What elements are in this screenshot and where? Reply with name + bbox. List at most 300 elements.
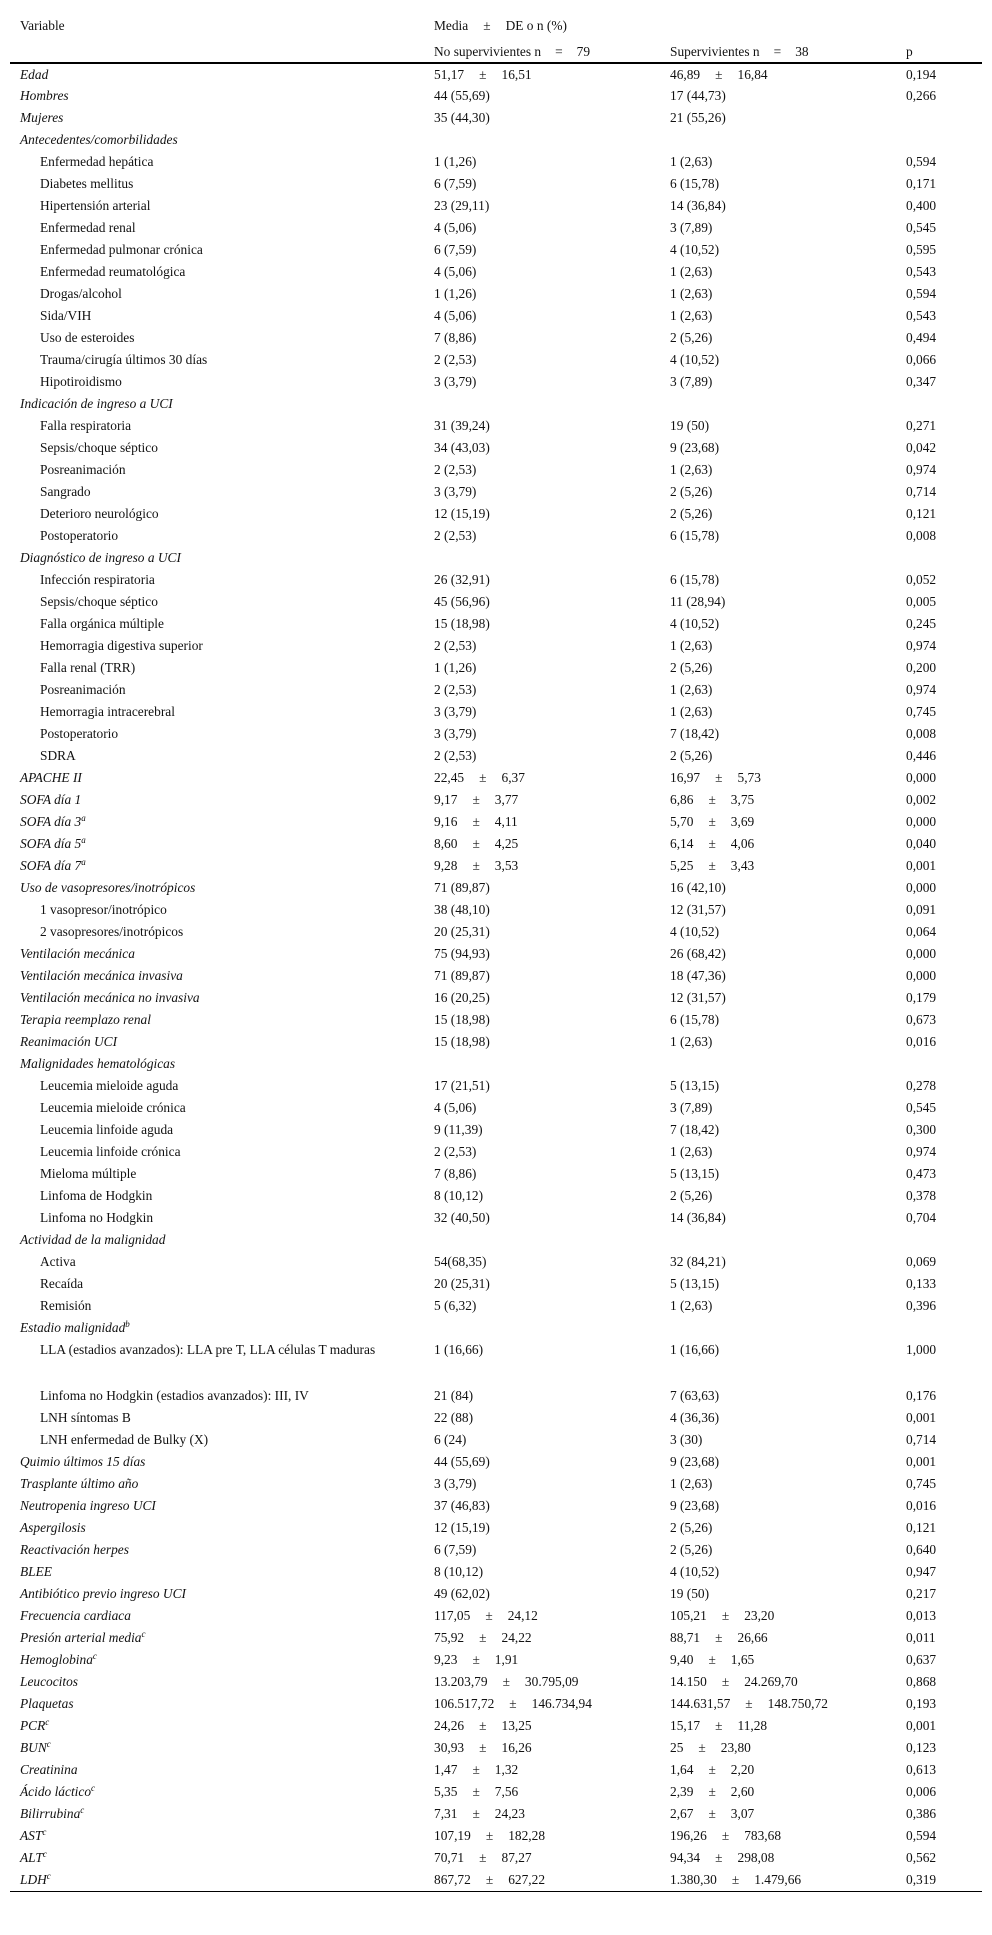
non-survivors-value: 4 (5,06): [434, 264, 477, 279]
header-non-survivors: No supervivientes n = 79: [434, 38, 670, 63]
p-value: 0,640: [906, 1542, 937, 1557]
footnote-mark: c: [92, 1651, 97, 1661]
survivors-value: 9 (23,68): [670, 440, 720, 455]
survivors-value: 26 (68,42): [670, 946, 726, 961]
variable-label: Quimio últimos 15 días: [20, 1454, 146, 1469]
table-row: [10, 1561, 982, 1583]
plus-minus: ±: [479, 1718, 487, 1733]
non-survivors-value: 51,17 ± 16,51: [434, 67, 532, 82]
survivors-value: 5 (13,15): [670, 1276, 720, 1291]
p-value: 0,123: [906, 1740, 937, 1755]
non-survivors-value: 9,16 ± 4,11: [434, 814, 518, 829]
non-survivors-value: 3 (3,79): [434, 1476, 477, 1491]
row-variable: [10, 1185, 434, 1207]
variable-label: Linfoma de Hodgkin: [40, 1188, 153, 1203]
survivors-value: 18 (47,36): [670, 968, 726, 983]
row-variable: [10, 723, 434, 745]
row-variable: [10, 1339, 434, 1385]
variable-label: Uso de esteroides: [40, 330, 135, 345]
survivors-value: 1 (2,63): [670, 1476, 713, 1491]
survivors-value: 2 (5,26): [670, 1542, 713, 1557]
table-row: [10, 1693, 982, 1715]
p-value: 0,000: [906, 968, 937, 983]
plus-minus: ±: [708, 1762, 716, 1777]
table-row: [10, 173, 982, 195]
survivors-value: 5 (13,15): [670, 1078, 720, 1093]
table-row: [10, 701, 982, 723]
p-value: 0,005: [906, 594, 937, 609]
row-variable: [10, 1429, 434, 1451]
non-survivors-value: 9,28 ± 3,53: [434, 858, 519, 873]
row-variable: [10, 1627, 434, 1649]
p-value: 0,545: [906, 1100, 937, 1115]
survivors-value: 14 (36,84): [670, 198, 726, 213]
survivors-value: 4 (10,52): [670, 352, 720, 367]
variable-label: Infección respiratoria: [40, 572, 155, 587]
p-value: 0,868: [906, 1674, 937, 1689]
p-value: 0,473: [906, 1166, 937, 1181]
table-row: [10, 1339, 982, 1385]
survivors-value: 32 (84,21): [670, 1254, 726, 1269]
non-survivors-value: 7 (8,86): [434, 1166, 477, 1181]
survivors-value: 6 (15,78): [670, 528, 720, 543]
non-survivors-value: 867,72 ± 627,22: [434, 1869, 670, 1891]
row-variable: [10, 987, 434, 1009]
table-row: [10, 1627, 982, 1649]
table-row: [10, 657, 982, 679]
p-value: 0,594: [906, 286, 937, 301]
row-variable: [10, 393, 434, 415]
row-variable: [10, 349, 434, 371]
table-row: [10, 1781, 982, 1803]
row-variable: [10, 899, 434, 921]
table-row: [10, 855, 982, 877]
non-survivors-value: 3 (3,79): [434, 704, 477, 719]
p-value: 0,064: [906, 924, 937, 939]
non-survivors-value: 6 (7,59): [434, 242, 477, 257]
row-variable: [10, 1869, 434, 1891]
non-survivors-value: 7 (8,86): [434, 330, 477, 345]
row-variable: [10, 1759, 434, 1781]
p-value: 0,562: [906, 1850, 937, 1865]
p-value: 0,396: [906, 1298, 937, 1313]
table-row: [10, 195, 982, 217]
footnote-mark: a: [81, 835, 86, 845]
p-value: 0,974: [906, 638, 937, 653]
p-value: 0,000: [906, 946, 937, 961]
table-row: [10, 1825, 982, 1847]
row-variable: [10, 1317, 434, 1339]
row-variable: [10, 481, 434, 503]
survivors-value: 5,25 ± 3,43: [670, 858, 755, 873]
plus-minus: ±: [715, 770, 723, 785]
row-variable: [10, 1273, 434, 1295]
non-survivors-value: 1 (1,26): [434, 660, 477, 675]
non-survivors-value: 75,92 ± 24,22: [434, 1630, 532, 1645]
non-survivors-value: 17 (21,51): [434, 1078, 490, 1093]
variable-label: Hemoglobina: [20, 1652, 93, 1667]
row-variable: [10, 1031, 434, 1053]
survivors-value: [670, 1317, 906, 1339]
table-row: [10, 921, 982, 943]
non-survivors-value: 54(68,35): [434, 1254, 487, 1269]
p-value: [906, 129, 982, 151]
variable-label: Falla orgánica múltiple: [40, 616, 164, 631]
footnote-mark: b: [125, 1319, 130, 1329]
plus-minus: ±: [479, 1850, 487, 1865]
variable-label: 1 vasopresor/inotrópico: [40, 902, 167, 917]
row-variable: [10, 613, 434, 635]
non-survivors-value: 20 (25,31): [434, 924, 490, 939]
survivors-value: [670, 547, 906, 569]
non-survivors-value: 2 (2,53): [434, 462, 477, 477]
p-value: 0,245: [906, 616, 937, 631]
p-value: 0,594: [906, 154, 937, 169]
non-survivors-value: 12 (15,19): [434, 1520, 490, 1535]
survivors-value: 9 (23,68): [670, 1498, 720, 1513]
p-value: 0,008: [906, 528, 937, 543]
row-variable: [10, 1009, 434, 1031]
p-value: 0,595: [906, 242, 937, 257]
non-survivors-value: 7,31 ± 24,23: [434, 1806, 525, 1821]
table-row: [10, 1517, 982, 1539]
plus-minus: ±: [708, 814, 716, 829]
table-row: [10, 1715, 982, 1737]
row-variable: [10, 1385, 434, 1407]
plus-minus: ±: [472, 836, 480, 851]
variable-label: Leucemia mieloide crónica: [40, 1100, 186, 1115]
plus-minus: ±: [472, 858, 480, 873]
plus-minus: ±: [715, 67, 723, 82]
non-survivors-value: 31 (39,24): [434, 418, 490, 433]
variable-label: LLA (estadios avanzados): LLA pre T, LLA células T maduras: [40, 1342, 376, 1357]
plus-minus: ±: [509, 1696, 517, 1711]
table-row: [10, 371, 982, 393]
table-row: [10, 63, 982, 85]
table-row: [10, 877, 982, 899]
variable-label: Hemorragia digestiva superior: [40, 638, 203, 653]
non-survivors-value: 34 (43,03): [434, 440, 490, 455]
header-stat-mean: Media: [434, 18, 469, 33]
table-row: [10, 1605, 982, 1627]
survivors-value: 16,97 ± 5,73: [670, 770, 761, 785]
row-variable: [10, 1141, 434, 1163]
survivors-value: 4 (10,52): [670, 616, 720, 631]
p-value: 0,217: [906, 1586, 937, 1601]
survivors-value: 1 (2,63): [670, 704, 713, 719]
plus-minus: ±: [472, 792, 480, 807]
survivors-value: 17 (44,73): [670, 88, 726, 103]
table-row: [10, 437, 982, 459]
variable-label: Linfoma no Hodgkin (estadios avanzados): III, IV: [40, 1388, 309, 1403]
table-row: [10, 151, 982, 173]
variable-label: Recaída: [40, 1276, 84, 1291]
row-variable: [10, 151, 434, 173]
p-value: 0,133: [906, 1276, 937, 1291]
table-row: [10, 459, 982, 481]
variable-label: Presión arterial media: [20, 1630, 142, 1645]
survivors-value: 9,40 ± 1,65: [670, 1652, 755, 1667]
survivors-value: 1 (2,63): [670, 1298, 713, 1313]
non-survivors-value: 1 (1,26): [434, 154, 477, 169]
p-value: 0,171: [906, 176, 937, 191]
survivors-value: 25 ± 23,80: [670, 1740, 751, 1755]
survivors-value: 2 (5,26): [670, 1188, 713, 1203]
non-survivors-value: 5,35 ± 7,56: [434, 1784, 519, 1799]
p-value: 0,008: [906, 726, 937, 741]
non-survivors-value: 6 (7,59): [434, 1542, 477, 1557]
table-row: [10, 1141, 982, 1163]
row-variable: [10, 1825, 434, 1847]
variable-label: Enfermedad renal: [40, 220, 136, 235]
survivors-value: 3 (7,89): [670, 374, 713, 389]
p-value: 0,494: [906, 330, 937, 345]
non-survivors-value: 2 (2,53): [434, 748, 477, 763]
variable-label: Estadio malignidad: [20, 1320, 126, 1335]
table-row: [10, 1317, 982, 1339]
plus-minus: ±: [745, 1696, 753, 1711]
survivors-value: 1 (2,63): [670, 1144, 713, 1159]
plus-minus: ±: [721, 1674, 730, 1689]
variable-label: SOFA día 3: [20, 814, 82, 829]
survivors-value: 1 (16,66): [670, 1342, 720, 1357]
table-row: [10, 1495, 982, 1517]
non-survivors-value: 44 (55,69): [434, 1454, 490, 1469]
row-variable: [10, 877, 434, 899]
footnote-mark: a: [81, 857, 86, 867]
variable-label: Uso de vasopresores/inotrópicos: [20, 880, 196, 895]
non-survivors-value: 12 (15,19): [434, 506, 490, 521]
table-row: [10, 1163, 982, 1185]
plus-minus: ±: [708, 1784, 716, 1799]
non-survivors-value: 75 (94,93): [434, 946, 490, 961]
survivors-value: 19 (50): [670, 1586, 710, 1601]
row-variable: [10, 547, 434, 569]
row-variable: [10, 305, 434, 327]
survivors-value: 4 (36,36): [670, 1410, 720, 1425]
survivors-value: 2 (5,26): [670, 1520, 713, 1535]
variable-label: Leucemia linfoide crónica: [40, 1144, 181, 1159]
p-value: 0,974: [906, 462, 937, 477]
row-variable: [10, 1163, 434, 1185]
variable-label: LNH síntomas B: [40, 1410, 131, 1425]
non-survivors-value: 37 (46,83): [434, 1498, 490, 1513]
variable-label: Postoperatorio: [40, 726, 119, 741]
row-variable: [10, 1671, 434, 1693]
header-variable: Variable: [20, 18, 65, 33]
survivors-value: [670, 129, 906, 151]
survivors-value: 6,14 ± 4,06: [670, 836, 755, 851]
plus-minus: ±: [472, 814, 480, 829]
row-variable: [10, 1649, 434, 1671]
plus-minus: ±: [708, 836, 716, 851]
row-variable: [10, 459, 434, 481]
table-row: [10, 1539, 982, 1561]
non-survivors-value: 22,45 ± 6,37: [434, 770, 525, 785]
header-survivors: Supervivientes n = 38: [670, 38, 906, 63]
variable-label: Edad: [20, 67, 49, 82]
survivors-value: 4 (10,52): [670, 242, 720, 257]
non-survivors-value: 2 (2,53): [434, 528, 477, 543]
variable-label: PCR: [20, 1718, 46, 1733]
p-value: 0,319: [906, 1869, 982, 1891]
table-row: [10, 1185, 982, 1207]
non-survivors-value: 23 (29,11): [434, 198, 490, 213]
plus-minus: ±: [708, 1806, 716, 1821]
survivors-value: 1,64 ± 2,20: [670, 1762, 755, 1777]
survivors-value: 1 (2,63): [670, 638, 713, 653]
header-stat-sd: DE o n (%): [505, 18, 567, 33]
p-value: 0,200: [906, 660, 937, 675]
table-row: [10, 723, 982, 745]
non-survivors-value: 4 (5,06): [434, 308, 477, 323]
p-value: 0,947: [906, 1564, 937, 1579]
survivors-value: 3 (30): [670, 1432, 703, 1447]
variable-label: Linfoma no Hodgkin: [40, 1210, 154, 1225]
plus-minus: ±: [708, 858, 716, 873]
non-survivors-value: [434, 1053, 670, 1075]
p-value: 0,545: [906, 220, 937, 235]
variable-label: Neutropenia ingreso UCI: [20, 1498, 156, 1513]
p-value: 0,001: [906, 858, 937, 873]
non-survivors-value: 2 (2,53): [434, 638, 477, 653]
footnote-mark: c: [42, 1827, 47, 1837]
table-row: [10, 679, 982, 701]
row-variable: [10, 1781, 434, 1803]
variable-label: Trasplante último año: [20, 1476, 139, 1491]
non-survivors-value: 35 (44,30): [434, 110, 490, 125]
row-variable: [10, 107, 434, 129]
non-survivors-value: [434, 129, 670, 151]
non-survivors-value: 1 (16,66): [434, 1342, 484, 1357]
survivors-value: 6 (15,78): [670, 1012, 720, 1027]
variable-label: Sida/VIH: [40, 308, 92, 323]
plus-minus: ±: [731, 1872, 740, 1887]
survivors-value: 2 (5,26): [670, 506, 713, 521]
plus-minus: ±: [715, 1850, 723, 1865]
variable-label: Actividad de la malignidad: [20, 1232, 166, 1247]
row-variable: [10, 1251, 434, 1273]
non-survivors-value: 70,71 ± 87,27: [434, 1850, 532, 1865]
table-body: [10, 63, 982, 1891]
plus-minus: ±: [485, 1872, 494, 1887]
survivors-value: 2,39 ± 2,60: [670, 1784, 755, 1799]
variable-label: 2 vasopresores/inotrópicos: [40, 924, 184, 939]
row-variable: [10, 1737, 434, 1759]
variable-label: Falla renal (TRR): [40, 660, 136, 675]
survivors-value: 2 (5,26): [670, 484, 713, 499]
p-value: 0,613: [906, 1762, 937, 1777]
table-row: [10, 1737, 982, 1759]
variable-label: Antibiótico previo ingreso UCI: [20, 1586, 186, 1601]
table-row: [10, 1119, 982, 1141]
non-survivors-value: 71 (89,87): [434, 880, 490, 895]
table-row: [10, 613, 982, 635]
table-row: [10, 1097, 982, 1119]
table-row: [10, 1207, 982, 1229]
row-variable: [10, 833, 434, 855]
row-variable: [10, 701, 434, 723]
row-variable: [10, 1583, 434, 1605]
row-variable: [10, 1053, 434, 1075]
p-value: 0,069: [906, 1254, 937, 1269]
survivors-value: 46,89 ± 16,84: [670, 67, 768, 82]
p-value: [906, 107, 982, 129]
non-survivors-value: [434, 1317, 670, 1339]
p-value: 0,347: [906, 374, 937, 389]
non-survivors-value: 24,26 ± 13,25: [434, 1718, 532, 1733]
variable-label: Sepsis/choque séptico: [40, 594, 158, 609]
row-variable: [10, 525, 434, 547]
survivors-value: 105,21 ± 23,20: [670, 1608, 775, 1623]
table-row: [10, 1473, 982, 1495]
row-variable: [10, 1075, 434, 1097]
row-variable: [10, 1119, 434, 1141]
survivors-value: 14 (36,84): [670, 1210, 726, 1225]
variable-label: Diagnóstico de ingreso a UCI: [20, 550, 181, 565]
row-variable: [10, 789, 434, 811]
row-variable: [10, 1229, 434, 1251]
variable-label: Deterioro neurológico: [40, 506, 159, 521]
row-variable: [10, 591, 434, 613]
table-row: [10, 1451, 982, 1473]
p-value: 0,001: [906, 1454, 937, 1469]
non-survivors-value: 3 (3,79): [434, 726, 477, 741]
row-variable: [10, 855, 434, 877]
table-row: [10, 239, 982, 261]
non-survivors-value: 16 (20,25): [434, 990, 490, 1005]
variable-label: Diabetes mellitus: [40, 176, 134, 191]
row-variable: [10, 437, 434, 459]
plus-minus: ±: [472, 1652, 480, 1667]
non-survivors-value: 21 (84): [434, 1388, 474, 1403]
row-variable: [10, 965, 434, 987]
p-value: 0,000: [906, 770, 937, 785]
table-row: [10, 415, 982, 437]
variable-label: Hipertensión arterial: [40, 198, 151, 213]
variable-label: Ventilación mecánica invasiva: [20, 968, 183, 983]
survivors-value: 7 (18,42): [670, 1122, 720, 1137]
p-value: [906, 547, 982, 569]
table-row: [10, 261, 982, 283]
variable-label: Frecuencia cardiaca: [20, 1608, 131, 1623]
header-stat-pm: ±: [483, 18, 491, 33]
plus-minus: ±: [485, 1608, 493, 1623]
row-variable: [10, 811, 434, 833]
survivors-value: 1 (2,63): [670, 682, 713, 697]
survivors-value: 12 (31,57): [670, 990, 726, 1005]
p-value: 0,042: [906, 440, 937, 455]
table-row: [10, 1649, 982, 1671]
p-value: 0,121: [906, 1520, 937, 1535]
table-row: [10, 1273, 982, 1295]
non-survivors-value: 5 (6,32): [434, 1298, 477, 1313]
non-survivors-value: 4 (5,06): [434, 1100, 477, 1115]
row-variable: [10, 569, 434, 591]
table-row: [10, 1251, 982, 1273]
non-survivors-value: 9,17 ± 3,77: [434, 792, 519, 807]
table-row: [10, 569, 982, 591]
variable-label: BUN: [20, 1740, 47, 1755]
variable-label: Mieloma múltiple: [40, 1166, 137, 1181]
p-value: 0,446: [906, 748, 937, 763]
table-row: [10, 85, 982, 107]
table-row: [10, 833, 982, 855]
non-survivors-value: 3 (3,79): [434, 484, 477, 499]
variable-label: Activa: [40, 1254, 76, 1269]
survivors-value: 94,34 ± 298,08: [670, 1850, 775, 1865]
table-row: [10, 1009, 982, 1031]
